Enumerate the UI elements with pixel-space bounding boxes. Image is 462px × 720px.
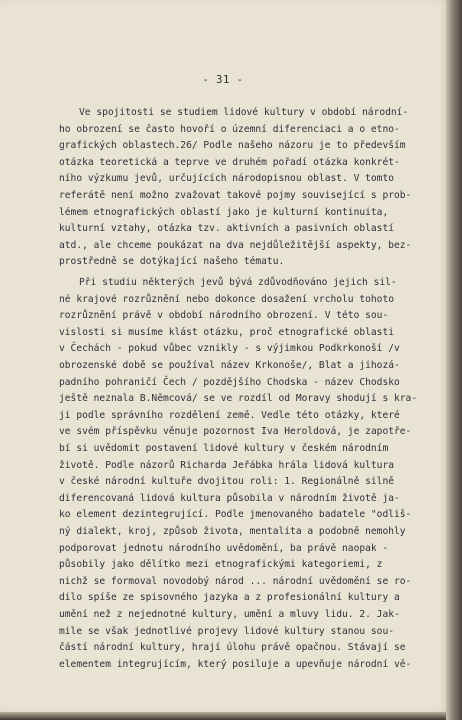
text-line: ho obrození se často hovoří o územní diferenciaci a o etno- [59,123,400,135]
text-line: vislosti si musíme klást otázku, proč etnografické oblasti [59,326,395,338]
text-line: otázka teoretická a teprve ve druhém pořadí otázka konkrét- [59,156,400,168]
text-line: ji podle správního rozdělení země. Vedle této otázky, které [59,409,400,421]
text-line: diferencovaná lidová kultura působila v národním životě ja- [59,492,400,504]
text-line: elementem integrujícím, který posiluje a upevňuje národní vě- [59,658,412,670]
text-line: atd., ale chceme poukázat na dva nejdůležitější aspekty, bez- [59,239,412,251]
text-line: kulturní vztahy, otázka tzv. aktivních a pasivních oblastí [59,223,395,235]
text-line: referátě není možno zvažovat takové pojmy související s prob- [59,190,412,201]
text-line: dilo spíše ze spisovného jazyka a z profesionální kultury a [59,592,400,604]
text-line: mile se však jednotlivé projevy lidové kultury stanou sou- [59,625,395,637]
text-line: bí si uvědomit postavení lidové kultury v českém národním [59,443,389,454]
text-line: umění než z nejednotné kultury, umění a mluvy lidu. 2. Jak- [59,609,400,620]
text-line: lémem etnografických oblastí jako je kulturní kontinuita, [59,206,389,218]
text-line: obrozenské době se používal název Krkonoše/, Blat a jihozá- [59,360,400,371]
text-line: v české národní kultuře dvojitou roli: 1. Regionálně silně [59,476,395,488]
text-line: ný dialekt, kroj, způsob života, mentalita a podobně nemohly [59,526,406,537]
text-line: životě. Podle názorů Richarda Jeřábka hrála lidová kultura [59,459,395,471]
text-line: Při studiu některých jevů bývá zdůvodňováno jejich sil- [79,277,397,288]
text-line: ního výzkumu jevů, určujících národopisnou oblast. V tomto [59,173,395,185]
text-line: působily jako dělítko mezi etnografickými kategoriemi, z [59,559,383,571]
text-line: grafických oblastech.26/ Podle našeho názoru je to především [59,140,406,152]
text-line: v Čechách - pokud vůbec vznikly - s výjimkou Podkrkonoší /v [59,343,400,355]
text-line: částí národní kultury, hrají úlohu právě opačnou. Stávají se [59,642,406,654]
text-line: rozrůznění právě v období národního obrození. V této sou- [59,310,389,322]
text-line: Ve spojitosti se studiem lidové kultury v období národní- [79,107,409,118]
text-line: prostředně se dotýkající našeho tématu. [59,256,285,268]
text-line: ještě neznala B.Němcová/ se ve rozdíl od Moravy shodují s kra- [59,393,418,405]
text-line: podporovat jednotu národního uvědomění, ba právě naopak - [59,542,389,554]
page-number: - 31 - [202,74,244,86]
text-line: padního pohraničí Čech / pozdějšího Chodska - název Chodsko [59,376,400,388]
text-line: né krajové rozrůznění nebo dokonce dosažení vrcholu tohoto [59,293,395,305]
text-line: nichž se formoval novodobý národ ... národní uvědomění se ro- [59,575,412,587]
text-line: ko element dezintegrující. Podle jmenovaného badatele "odliš- [59,509,412,521]
page-edge-bottom [0,712,446,720]
text-line: ve svém příspěvku věnuje pozornost Iva Heroldová, je zapotře- [59,426,412,438]
page-edge-right [446,0,462,720]
